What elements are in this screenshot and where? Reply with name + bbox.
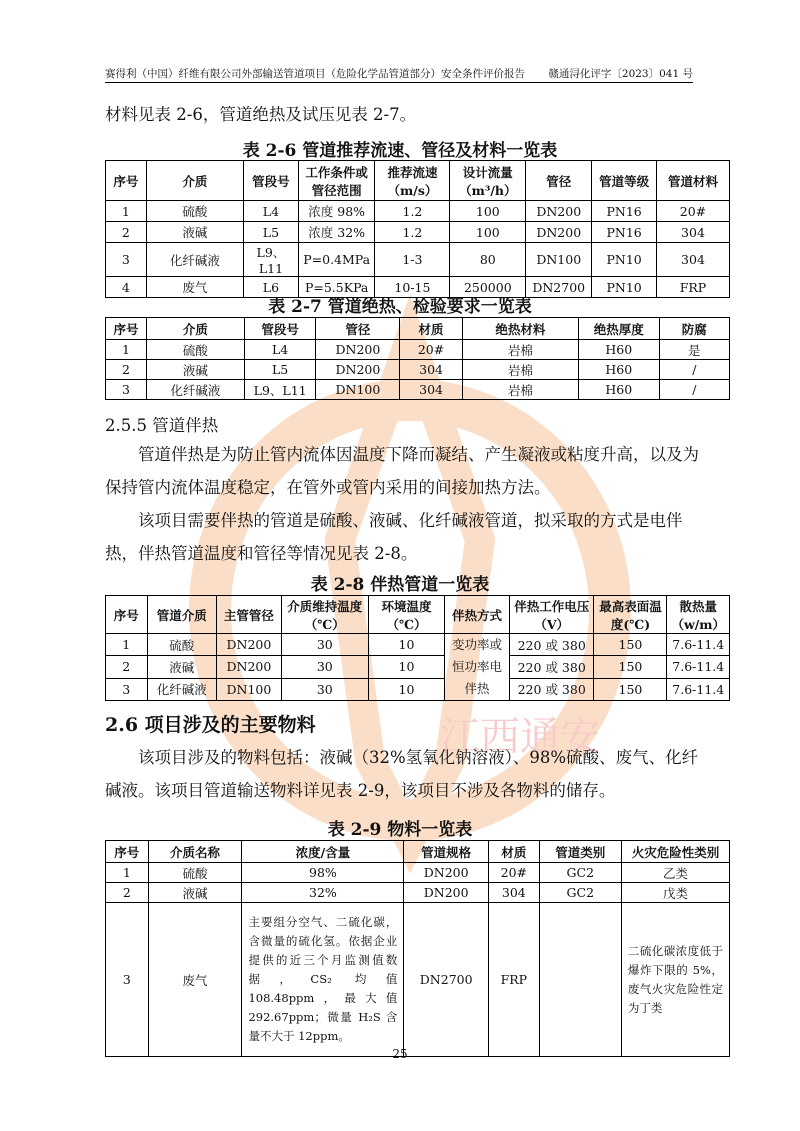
column-header: 序号 (106, 596, 148, 634)
table-cell: 10 (368, 634, 444, 656)
column-header: 管径 (526, 161, 592, 201)
table-cell: DN200 (526, 201, 592, 222)
table28-caption: 表 2-8 伴热管道一览表 (310, 575, 490, 595)
table-cell: L6 (243, 277, 298, 298)
table-row (106, 678, 730, 700)
table29-caption: 表 2-9 物料一览表 (327, 820, 473, 840)
table-row (106, 222, 730, 243)
table-cell: 2 (106, 360, 147, 380)
watermark-text: 江西通安 (440, 714, 600, 760)
table-cell: 2 (106, 222, 147, 243)
column-header: 管径 (316, 318, 400, 340)
table-row (106, 634, 730, 656)
table-cell: 1 (106, 201, 147, 222)
table-cell: 1 (106, 863, 149, 883)
table-cell: 化纤碱液 (146, 243, 243, 277)
table-cell: 304 (400, 380, 462, 400)
table-cell: DN200 (404, 863, 489, 883)
table-cell: 化纤碱液 (146, 380, 244, 400)
column-header: 伴热工作电压（V） (509, 596, 594, 634)
table-cell: GC2 (539, 863, 621, 883)
table-cell: L5 (243, 222, 298, 243)
table-cell: 4 (106, 277, 147, 298)
table-cell: DN200 (316, 340, 400, 360)
section-2-5-5-p2: 该项目需要伴热的管道是硫酸、液碱、化纤碱液管道，拟采取的方式是电伴热，伴热管道温度和管径等情况见表 2-8。 (105, 511, 683, 563)
table-cell: 250000 (450, 277, 526, 298)
page-number: 25 (392, 1047, 408, 1061)
table-cell: 3 (106, 678, 148, 700)
header-right: 赣通浔化评字〔2023〕041 号 (548, 68, 693, 80)
table-cell: L4 (243, 201, 298, 222)
table-cell: 304 (400, 360, 462, 380)
table-cell: 304 (656, 243, 729, 277)
table-cell: 岩棉 (462, 380, 578, 400)
heating-method-cell: 变功率或恒功率电伴热 (445, 634, 510, 701)
table-cell: 液碱 (146, 360, 244, 380)
table-cell: 2 (106, 656, 148, 678)
intro-line: 材料见表 2-6，管道绝热及试压见表 2-7。 (105, 105, 417, 124)
table-cell: / (659, 380, 729, 400)
table-cell: 硫酸 (147, 634, 216, 656)
table-cell (539, 903, 621, 1057)
table-cell: H60 (578, 380, 659, 400)
table-cell: L9、L11 (243, 243, 298, 277)
header-left: 赛得利（中国）纤维有限公司外部输送管道项目（危险化学品管道部分）安全条件评价报告 (105, 68, 525, 80)
table-row (106, 340, 730, 360)
column-header: 设计流量（m³/h） (450, 161, 526, 201)
table-cell: 10 (368, 656, 444, 678)
table-cell: 1.2 (375, 201, 450, 222)
table-header-row (106, 161, 730, 201)
column-header: 介质维持温度（℃） (281, 596, 368, 634)
section-2-5-5-p1: 管道伴热是为防止管内流体因温度下降而凝结、产生凝液或粘度升高，以及为保持管内流体温度稳定，在管外或管内采用的间接加热方法。 (105, 445, 699, 497)
table-cell: 是 (659, 340, 729, 360)
table-2-7 (105, 317, 730, 400)
table-cell: FRP (656, 277, 729, 298)
table-row (106, 656, 730, 678)
table-cell: 10 (368, 678, 444, 700)
table-cell: DN100 (316, 380, 400, 400)
table-cell: 10-15 (375, 277, 450, 298)
table-header-row (106, 841, 730, 863)
table-cell: 乙类 (621, 863, 729, 883)
column-header: 材质 (488, 841, 539, 863)
table-cell: DN200 (217, 656, 282, 678)
table-cell: 化纤碱液 (147, 678, 216, 700)
table-cell: 220 或 380 (509, 634, 594, 656)
table-cell: 二硫化碳浓度低于爆炸下限的 5%，废气火灾危险性定为丁类 (621, 903, 729, 1057)
column-header: 工作条件或管径范围 (298, 161, 375, 201)
table-cell: 32% (242, 883, 404, 903)
table-header-row (106, 596, 730, 634)
table-cell: 30 (281, 634, 368, 656)
column-header: 序号 (106, 318, 147, 340)
page-header (105, 66, 693, 83)
column-header: 浓度/含量 (242, 841, 404, 863)
table-cell: 7.6-11.4 (667, 678, 730, 700)
table-cell: 液碱 (147, 656, 216, 678)
table-cell: PN16 (592, 222, 657, 243)
table-cell: 3 (106, 243, 147, 277)
column-header: 最高表面温度(℃) (594, 596, 667, 634)
table-cell: FRP (488, 903, 539, 1057)
table-cell: L9、L11 (244, 380, 316, 400)
table-header-row (106, 318, 730, 340)
table-cell: 150 (594, 634, 667, 656)
table-2-8 (105, 595, 730, 701)
table-cell: 20# (400, 340, 462, 360)
table-cell: 硫酸 (146, 201, 243, 222)
table-cell: 硫酸 (148, 863, 242, 883)
column-header: 绝热厚度 (578, 318, 659, 340)
table-cell: 浓度 98% (298, 201, 375, 222)
table-cell: P=5.5KPa (298, 277, 375, 298)
table-cell: 100 (450, 222, 526, 243)
column-header: 管道介质 (147, 596, 216, 634)
section-2-6-title: 2.6 项目涉及的主要物料 (105, 714, 316, 736)
table-row (106, 201, 730, 222)
column-header: 管段号 (243, 161, 298, 201)
table-cell: 浓度 32% (298, 222, 375, 243)
column-header: 散热量（w/m） (667, 596, 730, 634)
table-cell: 岩棉 (462, 360, 578, 380)
table-cell: 2 (106, 883, 149, 903)
table-row (106, 903, 730, 1057)
table-cell: 30 (281, 678, 368, 700)
table-cell: 220 或 380 (509, 678, 594, 700)
table-2-6 (105, 160, 730, 298)
table-cell: PN10 (592, 243, 657, 277)
column-header: 序号 (106, 161, 147, 201)
table-cell: 1 (106, 634, 148, 656)
table-row (106, 863, 730, 883)
table-2-9 (105, 840, 730, 1057)
table-cell: DN200 (404, 883, 489, 903)
table-row (106, 380, 730, 400)
column-header: 管道材料 (656, 161, 729, 201)
table26-caption: 表 2-6 管道推荐流速、管径及材料一览表 (242, 141, 558, 161)
table-cell: DN200 (316, 360, 400, 380)
section-2-6-p1: 该项目涉及的物料包括：液碱（32%氢氧化钠溶液）、98%硫酸、废气、化纤碱液。该项目管道输送物料详见表 2-9，该项目不涉及各物料的储存。 (105, 748, 699, 800)
table27-caption: 表 2-7 管道绝热、检验要求一览表 (268, 297, 532, 317)
table-cell: 硫酸 (146, 340, 244, 360)
table-cell: 1-3 (375, 243, 450, 277)
column-header: 介质 (146, 318, 244, 340)
table-cell: 150 (594, 678, 667, 700)
table-cell: 7.6-11.4 (667, 656, 730, 678)
table-cell: 20# (488, 863, 539, 883)
table-row (106, 360, 730, 380)
table-cell: L5 (244, 360, 316, 380)
column-header: 防腐 (659, 318, 729, 340)
table-cell: 3 (106, 903, 149, 1057)
table-cell: DN200 (526, 222, 592, 243)
table-cell: P=0.4MPa (298, 243, 375, 277)
table-cell: 220 或 380 (509, 656, 594, 678)
column-header: 管道规格 (404, 841, 489, 863)
column-header: 绝热材料 (462, 318, 578, 340)
table-cell: H60 (578, 340, 659, 360)
table-cell: DN100 (526, 243, 592, 277)
column-header: 管道类别 (539, 841, 621, 863)
table-cell: DN2700 (404, 903, 489, 1057)
table-row (106, 883, 730, 903)
table-row (106, 243, 730, 277)
table-cell: 7.6-11.4 (667, 634, 730, 656)
column-header: 推荐流速（m/s） (375, 161, 450, 201)
table-cell: DN200 (217, 634, 282, 656)
table-cell: PN10 (592, 277, 657, 298)
column-header: 主管管径 (217, 596, 282, 634)
table-cell: 80 (450, 243, 526, 277)
table-cell: 304 (656, 222, 729, 243)
table-cell: 液碱 (148, 883, 242, 903)
column-header: 火灾危险性类别 (621, 841, 729, 863)
table-cell: DN2700 (526, 277, 592, 298)
table-cell: / (659, 360, 729, 380)
column-header: 序号 (106, 841, 149, 863)
table-cell: DN100 (217, 678, 282, 700)
column-header: 介质名称 (148, 841, 242, 863)
column-header: 管段号 (244, 318, 316, 340)
table-cell: PN16 (592, 201, 657, 222)
table-cell: 液碱 (146, 222, 243, 243)
table-cell: 岩棉 (462, 340, 578, 360)
table-cell: GC2 (539, 883, 621, 903)
column-header: 管道等级 (592, 161, 657, 201)
column-header: 伴热方式 (445, 596, 510, 634)
table-cell: 100 (450, 201, 526, 222)
table-cell: 1.2 (375, 222, 450, 243)
table-cell: 20# (656, 201, 729, 222)
table-cell: 戊类 (621, 883, 729, 903)
table-cell: 1 (106, 340, 147, 360)
table-cell: 主要组分空气、二硫化碳，含微量的硫化氢。依据企业提供的近三个月监测值数据，CS₂ 均值 108.48ppm，最大值 292.67ppm；微量 H₂S 含量不大于 12ppm。 (242, 903, 404, 1057)
column-header: 环境温度（℃） (368, 596, 444, 634)
table-cell: 304 (488, 883, 539, 903)
section-2-5-5-title: 2.5.5 管道伴热 (105, 416, 219, 435)
table-cell: 98% (242, 863, 404, 883)
table-cell: 150 (594, 656, 667, 678)
table-cell: H60 (578, 360, 659, 380)
table-cell: 3 (106, 380, 147, 400)
table-cell: 30 (281, 656, 368, 678)
column-header: 介质 (146, 161, 243, 201)
table-cell: 废气 (148, 903, 242, 1057)
table-cell: L4 (244, 340, 316, 360)
table-cell: 废气 (146, 277, 243, 298)
column-header: 材质 (400, 318, 462, 340)
